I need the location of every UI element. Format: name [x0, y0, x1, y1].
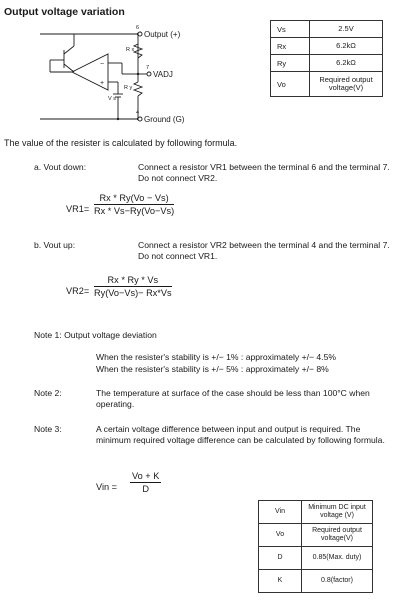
param-value: 6.2kΩ	[310, 55, 383, 72]
op-amp-minus: −	[100, 61, 105, 68]
output-terminal-label: Output (+)	[144, 30, 181, 39]
vin-value: 0.85(Max. duty)	[302, 547, 373, 570]
vr2-formula-fraction	[94, 275, 172, 298]
vin-formula-fraction	[130, 471, 161, 494]
vr1-numerator: Rx * Ry(Vo − Vs)	[94, 193, 174, 205]
param-key: Rx	[271, 38, 310, 55]
note2-text: The temperature at surface of the case should be less than 100°C when operating.	[96, 388, 370, 409]
vout-up-label: b. Vout up:	[34, 240, 76, 250]
terminal-6-number: 6	[136, 25, 140, 31]
vout-up-description: Connect a resistor VR2 between the terminal 4 and the terminal 7. Do not connect VR1.	[138, 240, 390, 261]
vr1-formula-fraction	[94, 193, 174, 216]
ry-label: R y	[124, 85, 133, 91]
terminal-4	[138, 117, 142, 121]
parameter-table	[270, 20, 383, 97]
table-row	[259, 501, 373, 524]
vin-parameter-table	[258, 500, 373, 593]
terminal-7	[147, 72, 151, 76]
vin-value: 0.8(factor)	[302, 570, 373, 593]
vout-down-description: Connect a resistor VR1 between the terminal 6 and the terminal 7. Do not connect VR2.	[138, 162, 390, 183]
note1-label: Note 1: Output voltage deviation	[34, 330, 157, 340]
terminal-7-number: 7	[146, 65, 150, 71]
vin-key: K	[259, 570, 302, 593]
note2-label: Note 2:	[34, 388, 62, 398]
vin-denominator: D	[142, 484, 149, 494]
param-key: Ry	[271, 55, 310, 72]
vin-key: Vin	[259, 501, 302, 524]
intro-text: The value of the resister is calculated by following formula.	[4, 138, 238, 148]
param-value: 6.2kΩ	[310, 38, 383, 55]
ground-terminal-label: Ground (G)	[144, 115, 185, 124]
vr2-formula-lhs: VR2=	[66, 286, 90, 296]
vr2-numerator: Rx * Ry * Vs	[94, 275, 172, 287]
rx-label: R x	[126, 47, 135, 53]
note3-text: A certain voltage difference between input and output is required. The minimum required voltage difference can be calculated by following formula.	[96, 424, 385, 445]
table-row	[271, 21, 383, 38]
vin-value: Minimum DC input voltage (V)	[302, 501, 373, 524]
param-key: Vo	[271, 72, 310, 97]
terminal-6	[138, 32, 142, 36]
table-row	[271, 38, 383, 55]
table-row	[259, 570, 373, 593]
note3-label: Note 3:	[34, 424, 62, 434]
terminal-4-number: 4	[136, 110, 140, 116]
param-key: Vs	[271, 21, 310, 38]
vs-label: V s	[108, 96, 116, 102]
vr2-denominator: Ry(Vo−Vs)− Rx*Vs	[94, 288, 172, 298]
vout-down-label: a. Vout down:	[34, 162, 87, 172]
table-row	[259, 547, 373, 570]
vadj-terminal-label: VADJ	[153, 70, 173, 79]
circuit-diagram	[30, 20, 240, 132]
note1-line1: When the resister's stability is +/− 1% : approximately +/− 4.5%	[96, 352, 336, 362]
param-value: Required output voltage(V)	[310, 72, 383, 97]
vr1-formula-lhs: VR1=	[66, 204, 90, 214]
ry-resistor	[134, 82, 142, 96]
op-amp-plus: +	[100, 80, 105, 87]
vin-numerator: Vo + K	[132, 471, 160, 481]
vin-key: D	[259, 547, 302, 570]
section-title: Output voltage variation	[4, 6, 125, 18]
param-value: 2.5V	[310, 21, 383, 38]
vr1-denominator: Rx * Vs−Ry(Vo−Vs)	[94, 206, 175, 216]
table-row	[259, 524, 373, 547]
vin-key: Vo	[259, 524, 302, 547]
vin-value: Required output voltage(V)	[302, 524, 373, 547]
note1-line2: When the resister's stability is +/− 5% : approximately +/− 8%	[96, 364, 329, 374]
table-row	[271, 55, 383, 72]
vin-formula-lhs: Vin =	[96, 482, 118, 492]
table-row	[271, 72, 383, 97]
